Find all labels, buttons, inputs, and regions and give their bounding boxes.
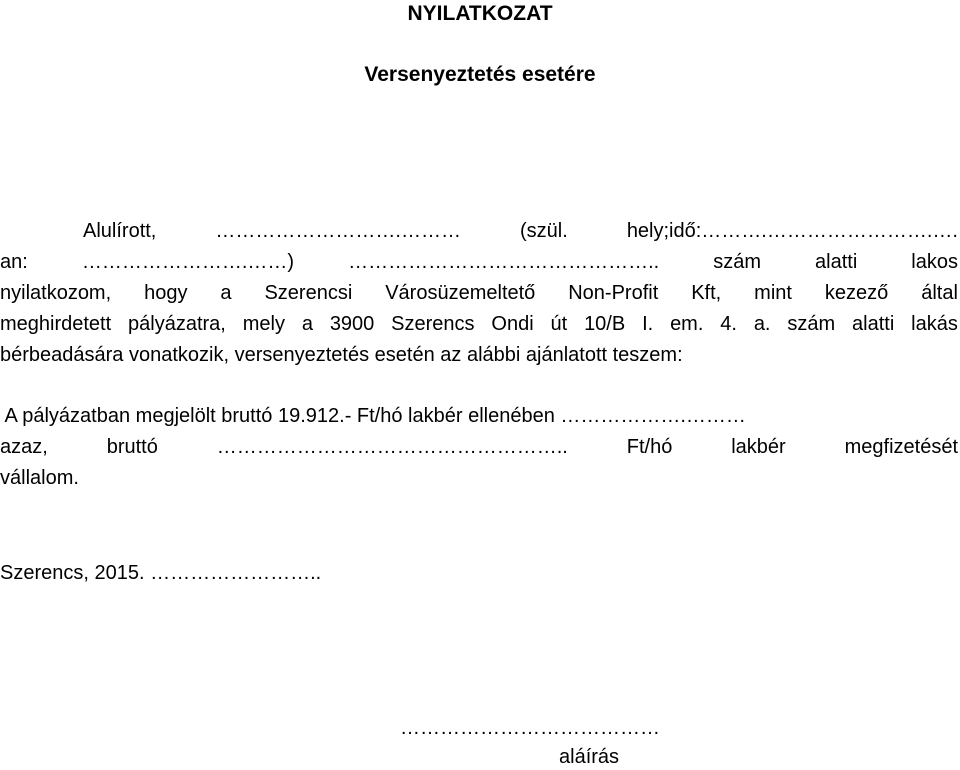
- paragraph1-line2: [0, 249, 958, 275]
- word: I.: [642, 313, 654, 335]
- paragraph1-line1: [83, 218, 958, 244]
- word: hogy: [144, 282, 188, 304]
- word: nyilatkozom,: [0, 282, 112, 304]
- word: a: [301, 313, 313, 335]
- word: alatti: [852, 313, 895, 335]
- place-date: Szerencs, 2015. ……………………..: [0, 562, 327, 584]
- word: bruttó: [106, 436, 158, 458]
- word: azaz,: [0, 436, 48, 458]
- word: an:: [0, 251, 28, 273]
- word: a: [220, 282, 232, 304]
- word: megfizetését: [844, 436, 958, 458]
- word: Szerencs: [391, 313, 475, 335]
- word: ……………………………………………..: [216, 436, 568, 458]
- word: kezező: [824, 282, 889, 304]
- word: lakbér: [731, 436, 786, 458]
- word: meghirdetett: [0, 313, 112, 335]
- signature-line: …………………………………: [400, 717, 660, 739]
- word: szám: [787, 313, 836, 335]
- word: út: [550, 313, 568, 335]
- word: em.: [670, 313, 704, 335]
- word: a.: [753, 313, 771, 335]
- word: pályázatra,: [128, 313, 226, 335]
- paragraph2-line1: A pályázatban megjelölt bruttó 19.912.- Ft/hó lakbér ellenében ……………….………: [0, 405, 746, 427]
- paragraph1-line4: [0, 311, 958, 337]
- paragraph1-line5: bérbeadására vonatkozik, versenyeztetés esetén az alábbi ajánlatott teszem:: [0, 344, 683, 366]
- word: Ft/hó: [626, 436, 673, 458]
- word: ………………………………………..: [348, 251, 660, 273]
- word: mint: [754, 282, 792, 304]
- word: lakos: [911, 251, 958, 273]
- document-subtitle: Versenyeztetés esetére: [364, 63, 596, 86]
- word: mely: [242, 313, 285, 335]
- word: Kft,: [691, 282, 722, 304]
- word: szám: [713, 251, 761, 273]
- word: ……………………….………: [215, 220, 461, 242]
- word: 10/B: [584, 313, 626, 335]
- word: Szerencsi: [264, 282, 353, 304]
- word: lakás: [911, 313, 958, 335]
- paragraph2-line2: [0, 434, 958, 460]
- word: …………………….……): [81, 251, 295, 273]
- word: Alulírott,: [83, 220, 157, 242]
- word: Non-Profit: [568, 282, 659, 304]
- word: 4.: [720, 313, 737, 335]
- word: 3900: [329, 313, 375, 335]
- word: (szül.: [519, 220, 568, 242]
- word: Ondi: [491, 313, 534, 335]
- signature-label: aláírás: [559, 746, 620, 768]
- word: hely;idő:……….…………………….….: [626, 220, 958, 242]
- word: Városüzemeltető: [385, 282, 536, 304]
- word: alatti: [815, 251, 858, 273]
- document-title: NYILATKOZAT: [407, 2, 553, 25]
- paragraph2-line3: vállalom.: [0, 467, 79, 489]
- word: által: [921, 282, 958, 304]
- paragraph1-line3: [0, 280, 958, 306]
